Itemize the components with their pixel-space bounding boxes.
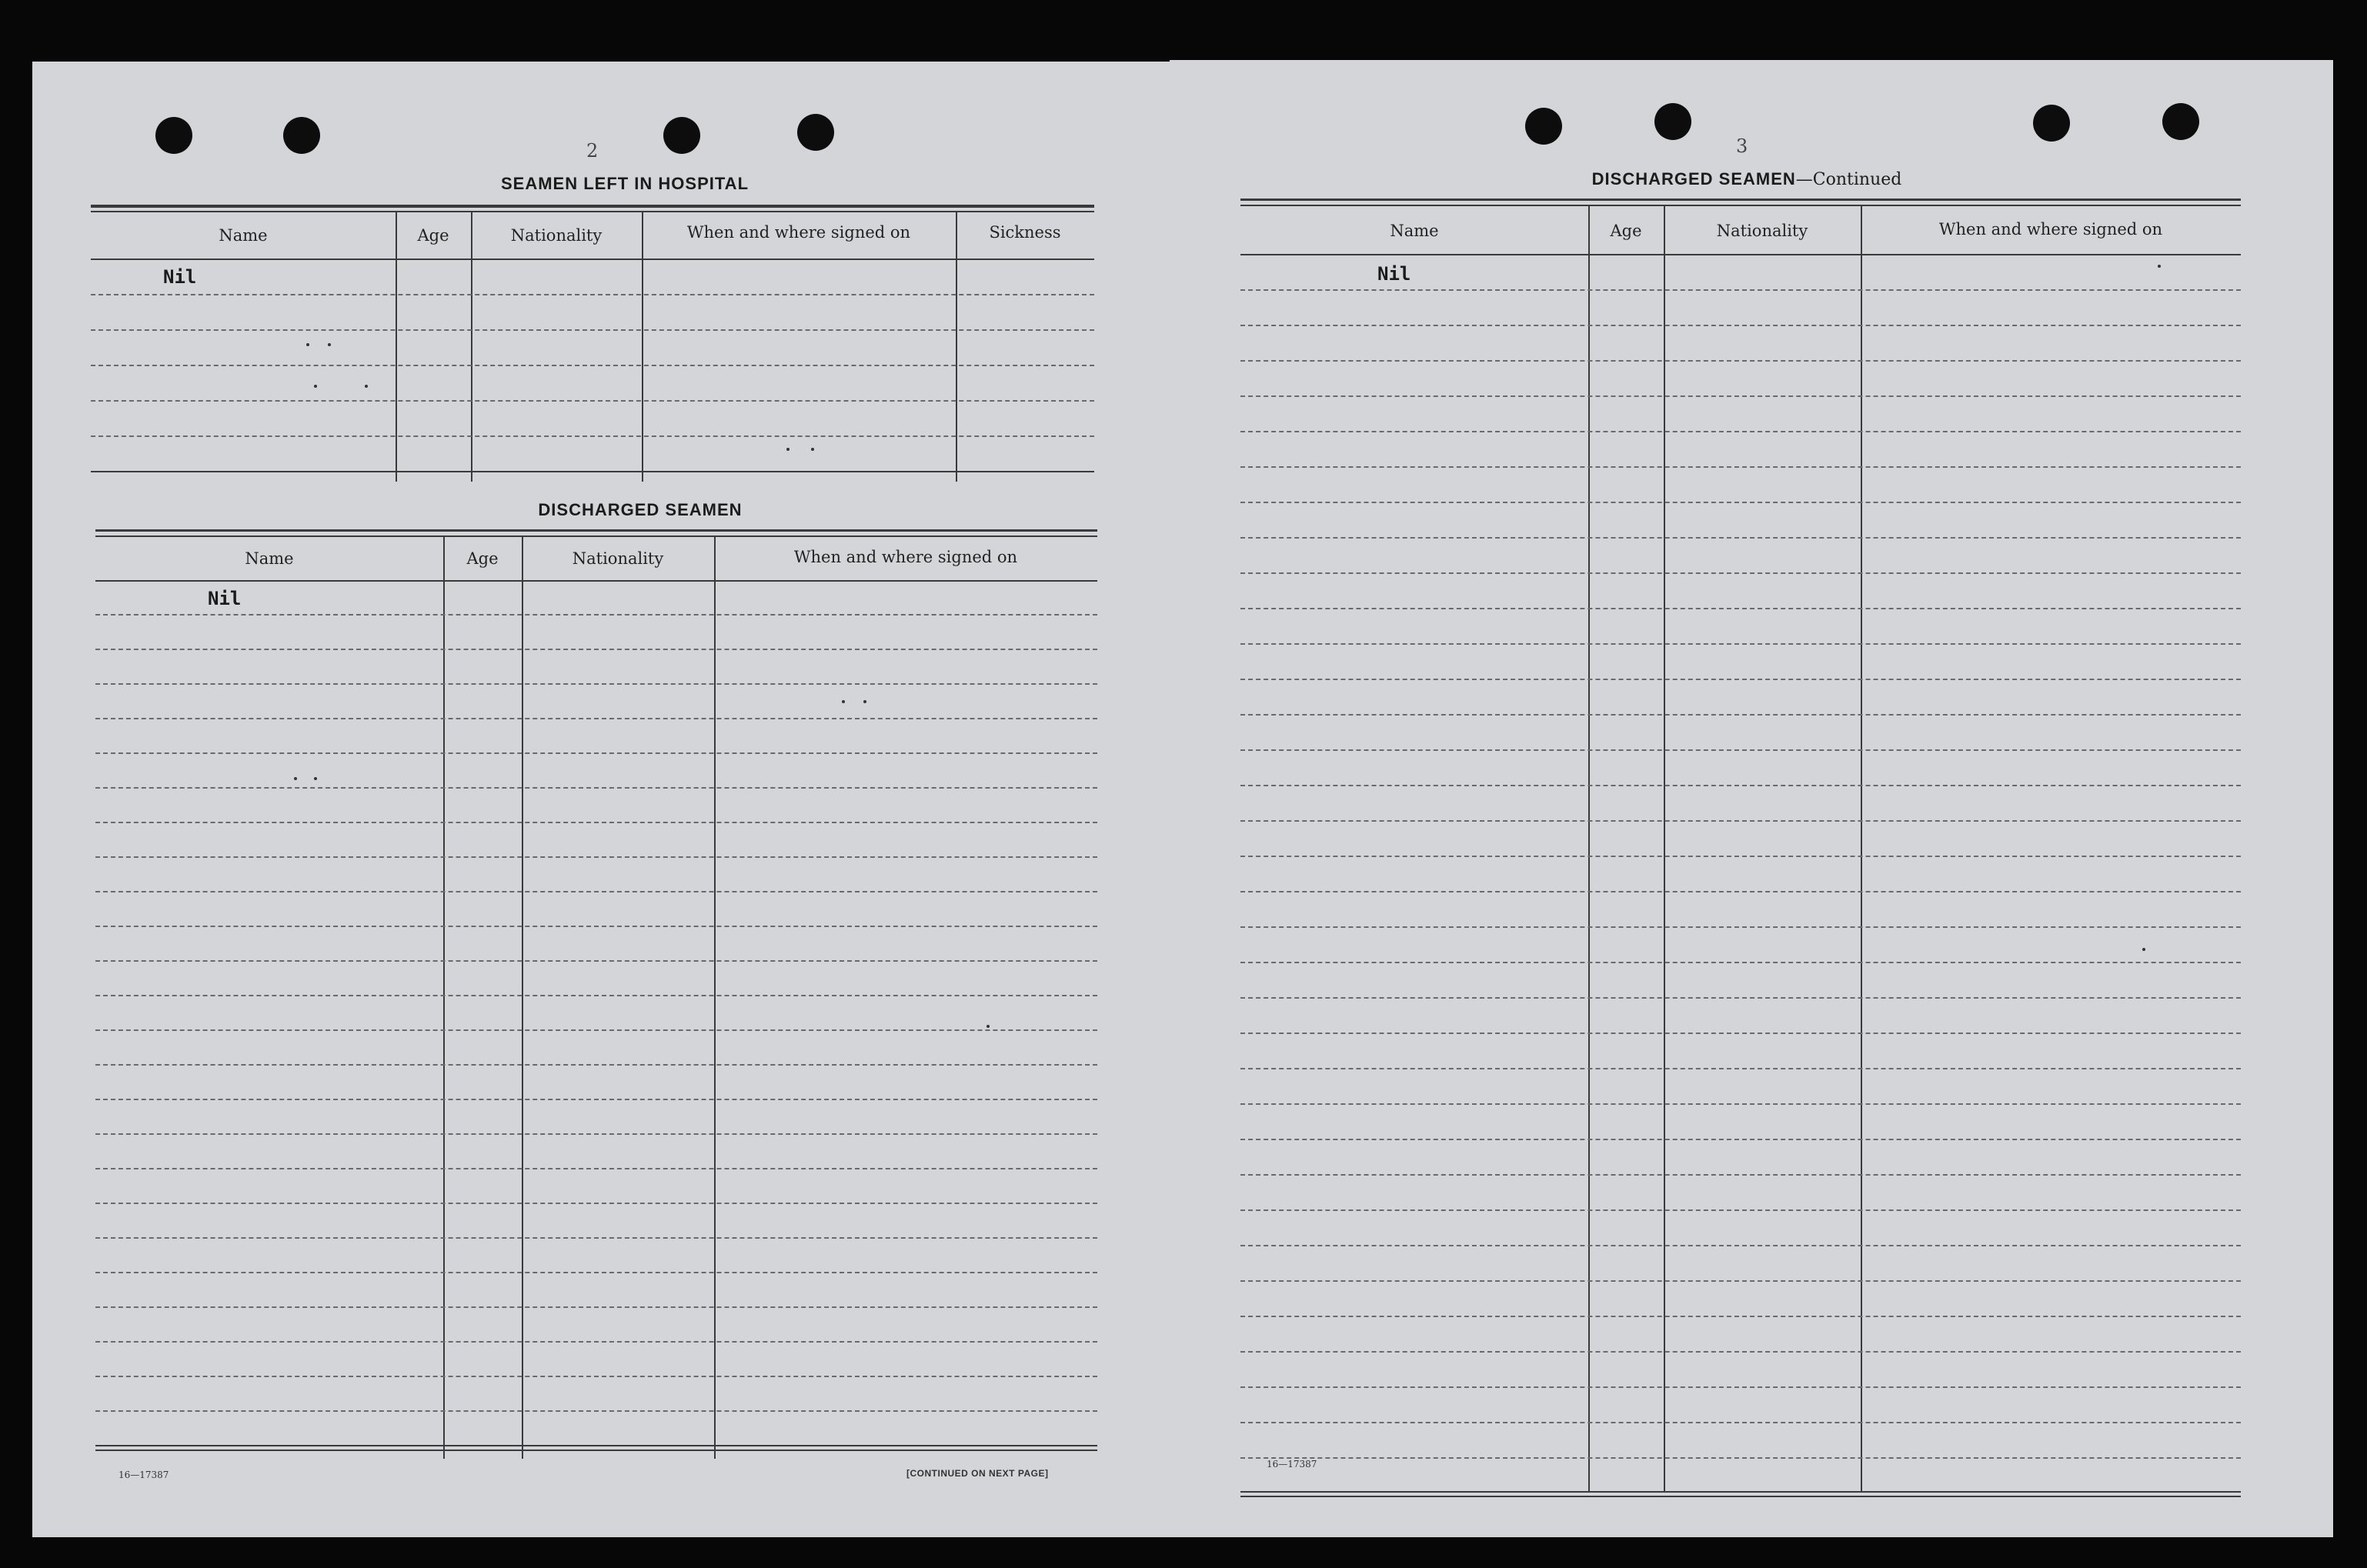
column-header-name: Name — [245, 549, 294, 568]
column-header-nationality: Nationality — [1716, 222, 1808, 240]
binder-hole — [663, 117, 700, 154]
form-number: 16—17387 — [1267, 1459, 1317, 1470]
binder-hole — [797, 114, 834, 151]
column-header-signed-on: When and where signed on — [1938, 220, 2163, 239]
title-main: DISCHARGED SEAMEN — [1591, 169, 1796, 188]
discharged-continued-table — [1240, 199, 2241, 1506]
column-header-signed-on: When and where signed on — [686, 223, 911, 242]
title-suffix: —Continued — [1795, 170, 1902, 189]
column-header-age: Age — [466, 549, 499, 568]
continued-note: [CONTINUED ON NEXT PAGE] — [906, 1468, 1049, 1479]
column-header-nationality: Nationality — [572, 549, 664, 568]
binder-hole — [1525, 108, 1562, 145]
column-header-signed-on: When and where signed on — [793, 548, 1018, 566]
hospital-section-title: SEAMEN LEFT IN HOSPITAL — [500, 174, 749, 193]
discharged-table — [95, 529, 1097, 1460]
column-header-name: Name — [1390, 222, 1439, 240]
discharged-nil-entry: Nil — [208, 588, 242, 609]
form-number: 16—17387 — [119, 1470, 169, 1480]
binder-hole — [283, 117, 320, 154]
hospital-nil-entry: Nil — [163, 266, 197, 288]
binder-hole — [1654, 103, 1691, 140]
right-form-page — [1170, 60, 2333, 1537]
binder-hole — [2033, 105, 2070, 142]
column-header-name: Name — [219, 226, 268, 245]
hospital-table — [91, 205, 1094, 482]
left-form-page — [32, 62, 1187, 1537]
page-number: 2 — [586, 140, 599, 162]
binder-hole — [2162, 103, 2199, 140]
discharged-section-title: DISCHARGED SEAMEN — [538, 500, 743, 519]
column-header-age: Age — [417, 226, 449, 245]
discharged-continued-title — [1554, 169, 1939, 189]
column-header-sickness: Sickness — [989, 223, 1061, 242]
column-header-nationality: Nationality — [510, 226, 603, 245]
page-number: 3 — [1736, 135, 1748, 157]
discharged-nil-entry: Nil — [1377, 263, 1411, 285]
binder-hole — [155, 117, 192, 154]
column-header-age: Age — [1610, 222, 1642, 240]
